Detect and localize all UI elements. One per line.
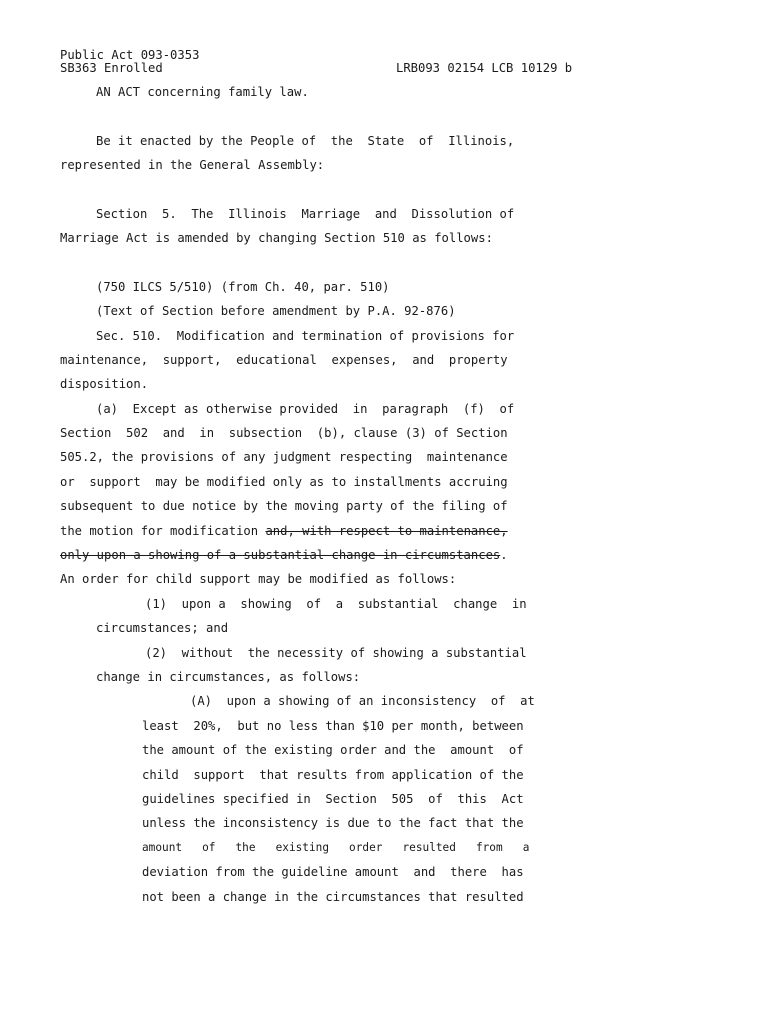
enacting-clause-line: represented in the General Assembly: — [60, 158, 325, 172]
subsection-a-line: 505.2, the provisions of any judgment respecting maintenance — [60, 450, 508, 464]
section-510-heading: disposition. — [60, 377, 149, 391]
section-510-heading: Sec. 510. Modification and termination of provisions for — [96, 329, 515, 343]
public-act-number: Public Act 093-0353 — [60, 48, 200, 62]
bill-number: SB363 Enrolled — [60, 61, 163, 75]
subparagraph-a-line: child support that results from application of the — [142, 768, 524, 782]
paragraph-1-line: (1) upon a showing of a substantial change in — [145, 597, 527, 611]
subparagraph-a-line: guidelines specified in Section 505 of this Act — [142, 792, 524, 806]
subparagraph-a-line: deviation from the guideline amount and there has — [142, 865, 524, 879]
subsection-a-line: An order for child support may be modified as follows: — [60, 572, 457, 586]
statute-citation: (750 ILCS 5/510) (from Ch. 40, par. 510) — [96, 280, 390, 294]
section-5-line: Section 5. The Illinois Marriage and Dissolution of — [96, 207, 515, 221]
paragraph-1-line: circumstances; and — [96, 621, 229, 635]
plain-text: . — [500, 548, 508, 562]
section-510-heading: maintenance, support, educational expenses, and property — [60, 353, 508, 367]
lrb-number: LRB093 02154 LCB 10129 b — [396, 61, 573, 75]
paragraph-2-line: change in circumstances, as follows: — [96, 670, 361, 684]
struck-text: and, with respect to maintenance, — [265, 524, 508, 538]
subsection-a-line: (a) Except as otherwise provided in paragraph (f) of — [96, 402, 515, 416]
subparagraph-a-line: unless the inconsistency is due to the fact that the — [142, 816, 524, 830]
subparagraph-a-line: amount of the existing order resulted from a — [142, 841, 530, 854]
subsection-a-line — [60, 523, 508, 539]
subsection-a-line: Section 502 and in subsection (b), clause (3) of Section — [60, 426, 508, 440]
struck-text: only upon a showing of a substantial change in circumstances — [60, 548, 501, 562]
subparagraph-a-line: (A) upon a showing of an inconsistency of at — [190, 694, 535, 708]
act-title: AN ACT concerning family law. — [96, 85, 309, 99]
paragraph-2-line: (2) without the necessity of showing a substantial — [145, 646, 527, 660]
subsection-a-line — [60, 547, 508, 563]
section-5-line: Marriage Act is amended by changing Section 510 as follows: — [60, 231, 493, 245]
subparagraph-a-line: least 20%, but no less than $10 per month, between — [142, 719, 524, 733]
text-note: (Text of Section before amendment by P.A. 92-876) — [96, 304, 456, 318]
plain-text: the motion for modification — [60, 524, 266, 538]
enacting-clause-line: Be it enacted by the People of the State of Illinois, — [96, 134, 515, 148]
subsection-a-line: subsequent to due notice by the moving party of the filing of — [60, 499, 508, 513]
subparagraph-a-line: the amount of the existing order and the amount of — [142, 743, 524, 757]
subsection-a-line: or support may be modified only as to installments accruing — [60, 475, 508, 489]
subparagraph-a-line: not been a change in the circumstances that resulted — [142, 890, 524, 904]
